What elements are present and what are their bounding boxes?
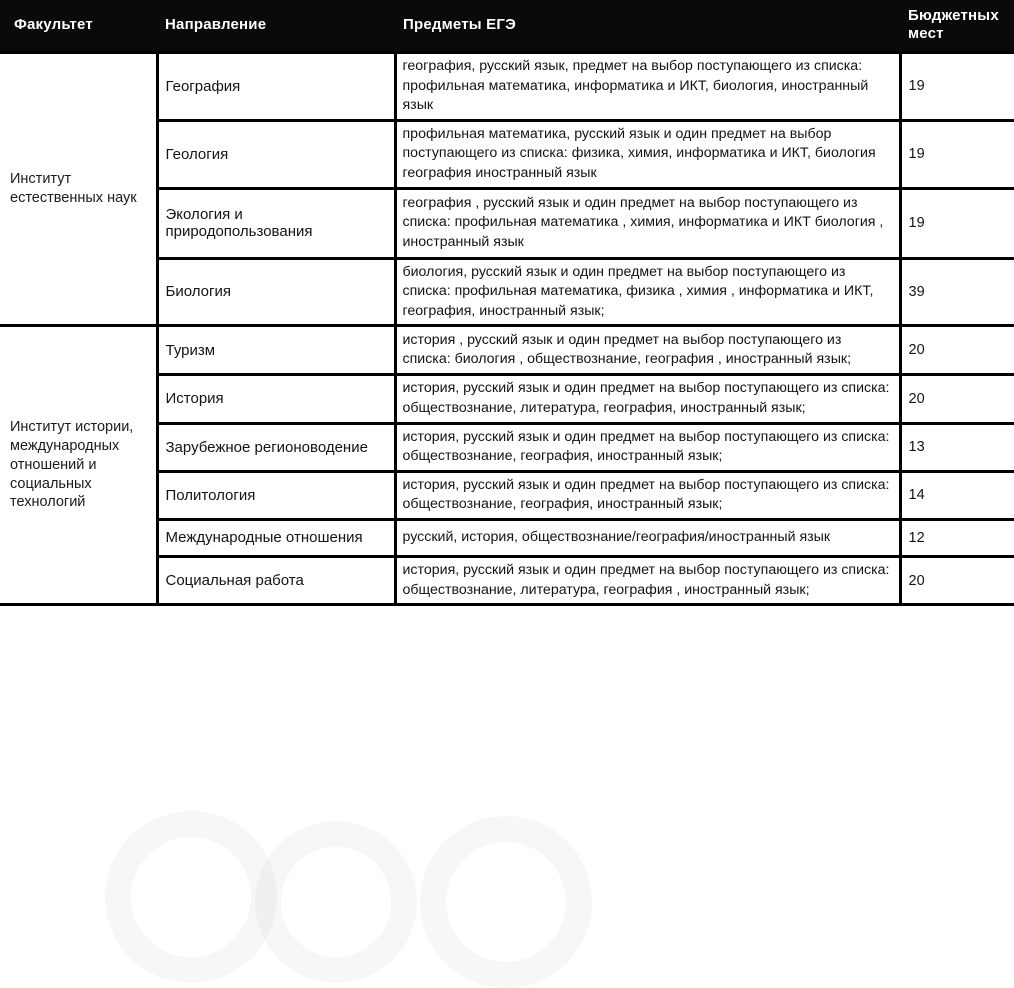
budget-cell: 20 — [900, 326, 1014, 375]
subjects-cell: история, русский язык и один предмет на выбор поступающего из списка: обществознание, география, иностранный язык; — [395, 423, 900, 471]
direction-cell: Туризм — [157, 326, 395, 375]
subjects-cell: история , русский язык и один предмет на выбор поступающего из списка: биология , обществознание, география , иностранный язык; — [395, 326, 900, 375]
direction-cell: География — [157, 53, 395, 121]
subjects-cell: профильная математика, русский язык и один предмет на выбор поступающего из списка: физика, химия, информатика и ИКТ, биология география иностранный язык — [395, 120, 900, 188]
faculty-cell-history-international: Институт истории, международных отношений и социальных технологий — [0, 326, 157, 605]
subjects-cell: история, русский язык и один предмет на выбор поступающего из списка: обществознание, литература, география, иностранный язык; — [395, 375, 900, 423]
direction-cell: Социальная работа — [157, 556, 395, 604]
budget-cell: 19 — [900, 120, 1014, 188]
watermark-shape — [255, 821, 417, 983]
budget-cell: 20 — [900, 375, 1014, 423]
column-header-faculty: Факультет — [0, 0, 157, 53]
subjects-cell: история, русский язык и один предмет на выбор поступающего из списка: обществознание, литература, география , иностранный язык; — [395, 556, 900, 604]
direction-cell: Экология и природопользования — [157, 188, 395, 258]
direction-cell: Политология — [157, 471, 395, 519]
table-row — [0, 326, 1014, 375]
subjects-cell: русский, история, обществознание/география/иностранный язык — [395, 519, 900, 556]
table-row — [0, 53, 1014, 121]
watermark-shape — [420, 816, 592, 988]
budget-cell: 14 — [900, 471, 1014, 519]
column-header-subjects: Предметы ЕГЭ — [395, 0, 900, 53]
direction-cell: Геология — [157, 120, 395, 188]
subjects-cell: география, русский язык, предмет на выбор поступающего из списка: профильная математика, информатика и ИКТ, биология, иностранный язык — [395, 53, 900, 121]
budget-cell: 19 — [900, 53, 1014, 121]
subjects-cell: география , русский язык и один предмет на выбор поступающего из списка: профильная математика , химия, информатика и ИКТ биология , иностранный язык — [395, 188, 900, 258]
budget-cell: 20 — [900, 556, 1014, 604]
budget-cell: 12 — [900, 519, 1014, 556]
direction-cell: История — [157, 375, 395, 423]
direction-cell: Биология — [157, 258, 395, 326]
direction-cell: Международные отношения — [157, 519, 395, 556]
column-header-direction: Направление — [157, 0, 395, 53]
subjects-cell: история, русский язык и один предмет на выбор поступающего из списка: обществознание, география, иностранный язык; — [395, 471, 900, 519]
direction-cell: Зарубежное регионоводение — [157, 423, 395, 471]
watermark-shape — [105, 811, 277, 983]
budget-cell: 19 — [900, 188, 1014, 258]
table-header-row — [0, 0, 1014, 53]
subjects-cell: биология, русский язык и один предмет на выбор поступающего из списка: профильная математика, физика , химия , информатика и ИКТ, география, иностранный язык; — [395, 258, 900, 326]
column-header-budget: Бюджетных мест — [900, 0, 1014, 53]
faculty-cell-natural-sciences: Институт естественных наук — [0, 53, 157, 326]
budget-cell: 13 — [900, 423, 1014, 471]
budget-cell: 39 — [900, 258, 1014, 326]
